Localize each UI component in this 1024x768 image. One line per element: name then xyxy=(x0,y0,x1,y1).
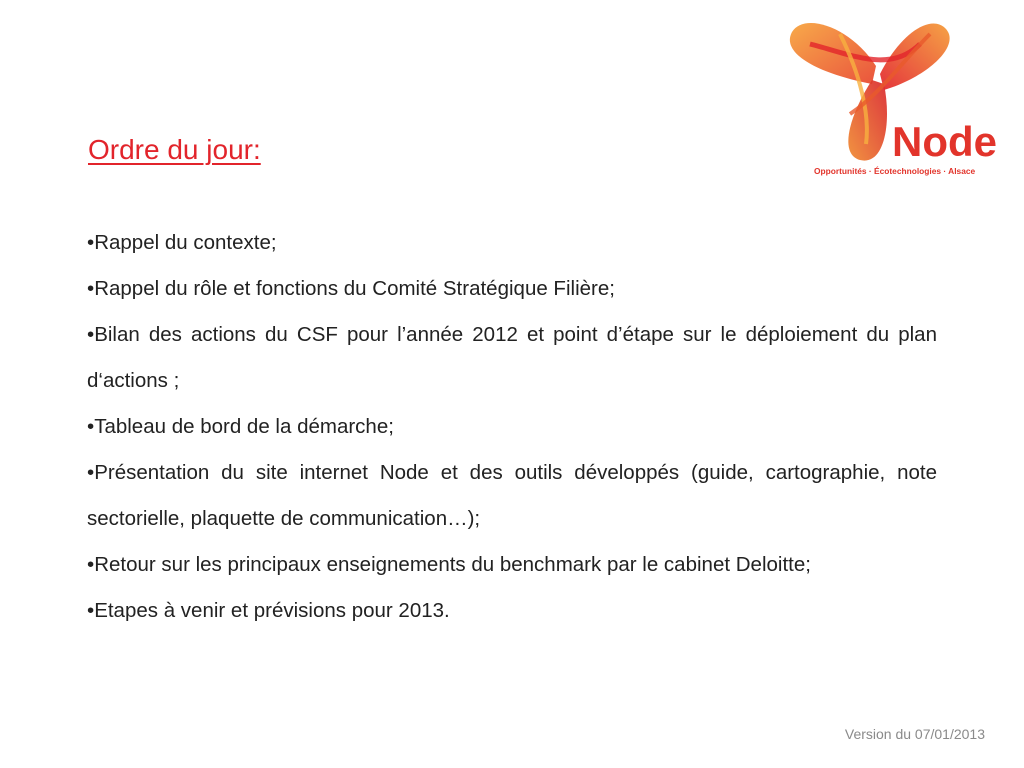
version-footer: Version du 07/01/2013 xyxy=(844,726,985,742)
agenda-item xyxy=(87,266,937,312)
logo-wordmark: Node xyxy=(892,118,997,165)
agenda-item xyxy=(87,588,937,634)
node-logo xyxy=(780,14,1010,184)
agenda-item-text: Retour sur les principaux enseignements du benchmark par le cabinet Deloitte; xyxy=(94,553,811,576)
agenda-list xyxy=(87,220,937,634)
agenda-item-text: Présentation du site internet Node et des outils développés (guide, cartographie, note sectorielle, plaquette de communication…); xyxy=(87,461,937,530)
bullet-icon: • xyxy=(87,277,95,300)
agenda-item xyxy=(87,450,937,542)
bullet-icon: • xyxy=(87,553,95,576)
agenda-item xyxy=(87,312,937,404)
bullet-icon: • xyxy=(87,461,95,484)
agenda-item-text: Tableau de bord de la démarche; xyxy=(94,415,394,438)
agenda-item-text: Rappel du contexte; xyxy=(94,231,277,254)
agenda-item-text: Etapes à venir et prévisions pour 2013. xyxy=(94,599,450,622)
agenda-item xyxy=(87,542,937,588)
agenda-title: Ordre du jour: xyxy=(88,134,261,165)
bullet-icon: • xyxy=(87,323,95,346)
bullet-icon: • xyxy=(87,599,95,622)
bullet-icon: • xyxy=(87,415,95,438)
logo-tagline: Opportunités · Écotechnologies · Alsace xyxy=(814,166,976,176)
agenda-item-text: Rappel du rôle et fonctions du Comité Stratégique Filière; xyxy=(94,277,615,300)
bullet-icon: • xyxy=(87,231,95,254)
agenda-item xyxy=(87,220,937,266)
agenda-item-text: Bilan des actions du CSF pour l’année 2012 et point d’étape sur le déploiement du plan d‘actions ; xyxy=(87,323,937,392)
agenda-item xyxy=(87,404,937,450)
node-logo-graphic xyxy=(780,14,1010,184)
